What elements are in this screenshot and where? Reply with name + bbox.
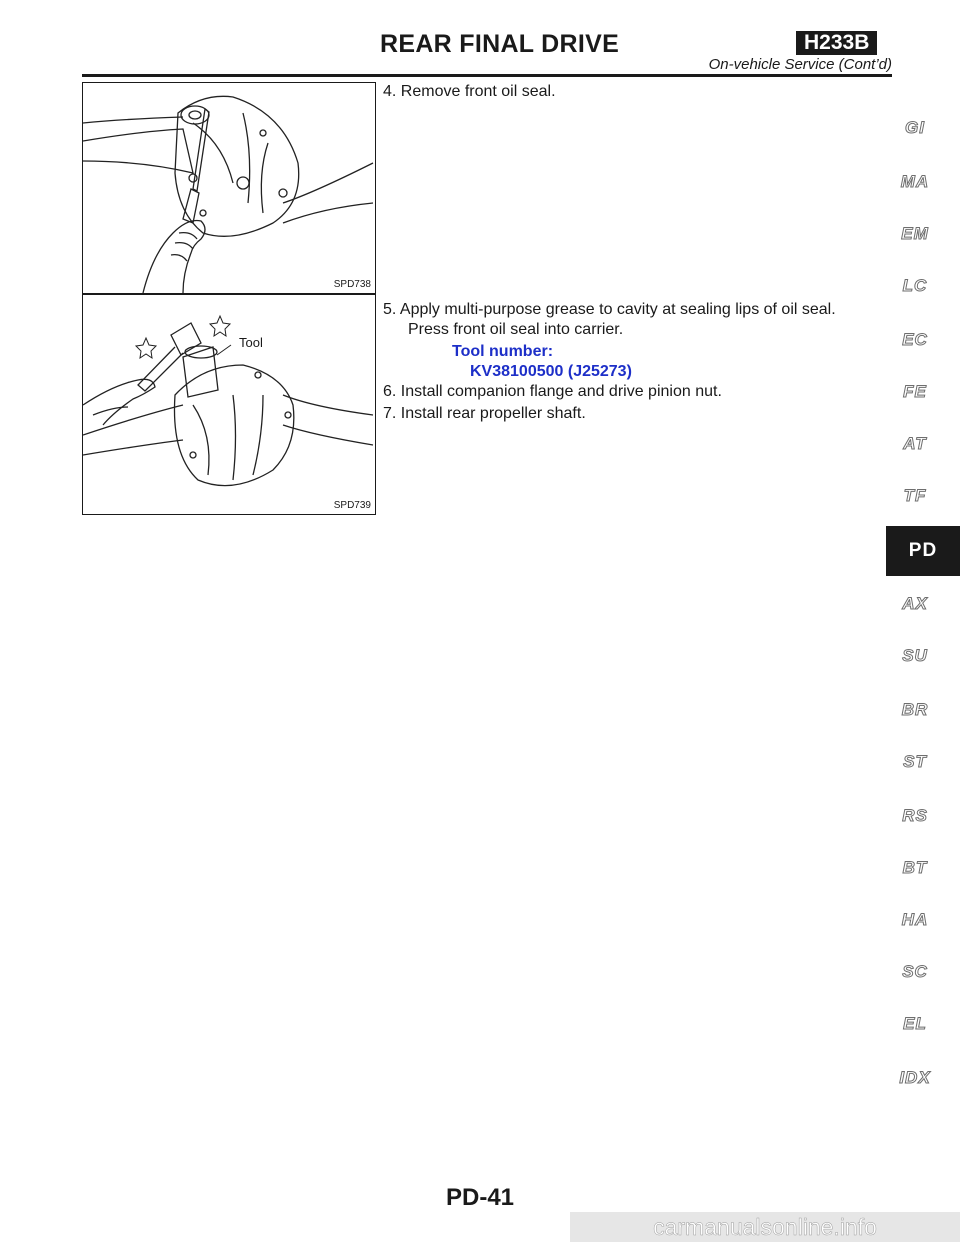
step-6: 6. Install companion flange and drive pinion nut. xyxy=(383,383,722,400)
section-tab-rs[interactable]: RS xyxy=(902,806,928,825)
header-divider xyxy=(82,74,892,77)
section-tab-em[interactable]: EM xyxy=(901,224,929,243)
step-7: 7. Install rear propeller shaft. xyxy=(383,405,586,422)
section-tab-gi[interactable]: GI xyxy=(905,118,925,137)
section-tab-ec[interactable]: EC xyxy=(902,330,928,349)
section-tab-br[interactable]: BR xyxy=(901,700,929,719)
page-title: REAR FINAL DRIVE xyxy=(380,30,620,58)
page-subtitle: On-vehicle Service (Cont’d) xyxy=(708,56,892,73)
step-5-continued: Press front oil seal into carrier. xyxy=(408,321,624,338)
section-code-badge: H233B xyxy=(796,31,877,55)
section-tab-su[interactable]: SU xyxy=(902,646,928,665)
section-tab-idx[interactable]: IDX xyxy=(899,1068,931,1087)
section-tab-at[interactable]: AT xyxy=(903,434,927,453)
illustration-differential-screwdriver xyxy=(83,83,375,293)
section-tab-st[interactable]: ST xyxy=(903,752,927,771)
step-5: 5. Apply multi-purpose grease to cavity at sealing lips of oil seal. xyxy=(383,301,836,318)
section-tab-bt[interactable]: BT xyxy=(902,858,928,877)
section-tab-tf[interactable]: TF xyxy=(903,486,927,505)
tool-number-value: KV38100500 (J25273) xyxy=(470,363,632,380)
page-number: PD-41 xyxy=(445,1184,515,1211)
section-tab-sc[interactable]: SC xyxy=(902,962,928,981)
watermark-link[interactable]: carmanualsonline.info xyxy=(570,1212,960,1242)
tool-number-label: Tool number: xyxy=(452,343,554,360)
section-tab-el[interactable]: EL xyxy=(903,1014,927,1033)
illustration-differential-tool-hammer xyxy=(83,295,375,514)
section-tab-pd-active[interactable]: PD xyxy=(886,526,960,576)
figure-remove-oil-seal xyxy=(82,82,376,294)
figure-code: SPD739 xyxy=(333,500,371,511)
figure-code: SPD738 xyxy=(333,279,371,290)
figure-callout-label: Tool xyxy=(239,335,263,350)
section-tab-ma[interactable]: MA xyxy=(900,172,930,191)
section-tab-fe[interactable]: FE xyxy=(903,382,927,401)
figure-press-oil-seal xyxy=(82,294,376,515)
section-tab-ha[interactable]: HA xyxy=(901,910,929,929)
section-tab-lc[interactable]: LC xyxy=(902,276,928,295)
step-4: 4. Remove front oil seal. xyxy=(383,83,556,100)
section-tab-ax[interactable]: AX xyxy=(902,594,928,613)
